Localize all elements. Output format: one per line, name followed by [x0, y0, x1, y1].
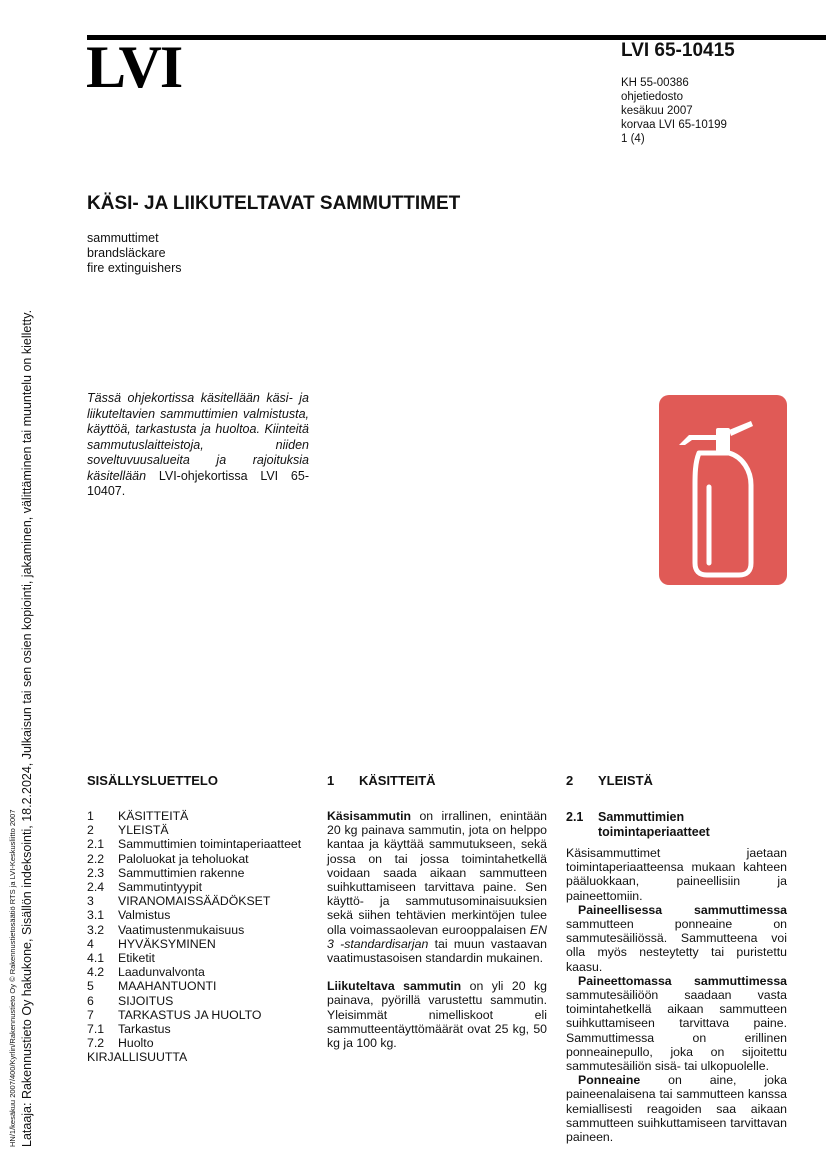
- document-number: LVI 65-10415: [621, 40, 735, 61]
- toc-item-label: Sammuttimien toimintaperiaatteet: [118, 837, 302, 852]
- toc-item-label: SIJOITUS: [118, 993, 174, 1008]
- section-title: YLEISTÄ: [598, 773, 653, 788]
- toc-item-label: Valmistus: [118, 908, 171, 923]
- toc-item: [87, 866, 301, 880]
- toc-item: [87, 937, 301, 951]
- section-2-heading: [566, 773, 653, 788]
- toc-item-number: 2.1: [87, 837, 105, 852]
- text: on irrallinen, enintään 20 kg painava sammutin, jota on helppo kantaa ja käyttää sammutukseen, sekä jossa on tai jossa toimintahetkellä voidaan saada aikaan sammutteen suihkuttamiseen tarvittava paine. Sen käyttö- ja sammutusominaisuuksien sekä siihen tehtävien merkintöjen tulee olla voimassaolevan eurooppalaisen: [327, 809, 547, 937]
- toc-item-label: KÄSITTEITÄ: [118, 809, 189, 823]
- fire-extinguisher-icon: [659, 395, 787, 585]
- toc-item-label: Laadunvalvonta: [118, 965, 205, 980]
- toc-item: [87, 894, 301, 908]
- toc-item: [87, 880, 301, 894]
- toc-item-number: 7.2: [87, 1036, 105, 1051]
- subsection-title: Sammuttimien toimintaperiaatteet: [598, 810, 710, 839]
- toc-item: [87, 923, 301, 937]
- fire-extinguisher-sign: [659, 395, 787, 585]
- toc-item-number: 1: [87, 809, 94, 823]
- toc-item: [87, 809, 301, 823]
- toc-item-label: VIRANOMAISSÄÄDÖKSET: [118, 894, 271, 909]
- text: tai muun vastaavan vaatimustasoisen standardin mukainen.: [327, 936, 547, 966]
- toc-item-label: YLEISTÄ: [118, 823, 169, 838]
- toc-item: [87, 823, 301, 837]
- meta-line: kesäkuu 2007: [621, 105, 693, 117]
- toc-item-number: 7: [87, 1007, 94, 1022]
- term-bold: Ponneaine: [578, 1073, 641, 1088]
- text: sammutesäiliöön saadaan vasta toimintahetkellä aikaan sammutteen suihkuttamiseen tarvittava paine. Sammuttimessa on erillinen ponneainepullo, joka on sijoitettu sammutesäiliön sisä- tai ulkopuolelle.: [566, 988, 787, 1074]
- toc-item: [87, 965, 301, 979]
- subtitle-terms: [87, 231, 182, 276]
- toc-item-label: MAAHANTUONTI: [118, 979, 217, 994]
- toc-item-label: Huolto: [118, 1036, 154, 1051]
- intro-paragraph: [87, 391, 309, 500]
- section-number: 2: [566, 773, 574, 788]
- toc-item-number: 5: [87, 979, 94, 994]
- side-copyright-small: HN/1/kesäkuu 2007/400/Kyrlin/Rakennustieto Oy © Rakennustietosäätiö RTS ja LVI-Keskusliitto 2007: [8, 809, 17, 1147]
- toc-item-label: Etiketit: [118, 951, 155, 966]
- text: on yli 20 kg painava, pyörillä varustettu sammutin. Yleisimmät nimelliskoot eli sammutteentäyttömäärät ovat 25 kg, 50 kg ja 100 kg.: [327, 979, 547, 1051]
- meta-line: korvaa LVI 65-10199: [621, 119, 727, 131]
- table-of-contents: [87, 809, 301, 1065]
- toc-item: [87, 951, 301, 965]
- toc-item: [87, 979, 301, 993]
- toc-item-label: TARKASTUS JA HUOLTO: [118, 1007, 262, 1022]
- section-2-body: [566, 846, 787, 1144]
- toc-item-number: 3.2: [87, 922, 105, 937]
- paragraph: [566, 1073, 787, 1144]
- toc-item-number: 6: [87, 993, 94, 1008]
- section-1-heading: [327, 773, 436, 788]
- toc-item-number: 2.4: [87, 880, 105, 895]
- subsection-2-1-heading: [566, 810, 786, 840]
- term-bold: Käsisammutin: [327, 809, 412, 823]
- intro-italic: Tässä ohjekortissa käsitellään käsi- ja liikuteltavien sammuttimien valmistusta, käyttöä, tarkastusta ja huoltoa. Kiinteitä sammutuslaitteistoja, niiden soveltuvuusalueita ja rajoituksia käsitellään: [87, 391, 309, 483]
- toc-item-number: 3: [87, 894, 94, 909]
- meta-line: ohjetiedosto: [621, 91, 684, 103]
- toc-item-label: KIRJALLISUUTTA: [87, 1050, 188, 1065]
- toc-item-label: Paloluokat ja teholuokat: [118, 851, 249, 866]
- section-title: KÄSITTEITÄ: [359, 773, 436, 788]
- section-number: 1: [327, 773, 335, 788]
- page-title: KÄSI- JA LIIKUTELTAVAT SAMMUTTIMET: [87, 193, 461, 214]
- paragraph: [566, 974, 787, 1073]
- toc-item: [87, 1036, 301, 1050]
- toc-item-label: Sammuttimien rakenne: [118, 865, 245, 880]
- toc-item-number: 7.1: [87, 1022, 105, 1037]
- term-en: fire extinguishers: [87, 261, 182, 275]
- toc-item: [87, 994, 301, 1008]
- toc-item-number: 3.1: [87, 908, 105, 923]
- toc-item: [87, 1022, 301, 1036]
- paragraph-kasisammutin: [327, 809, 547, 965]
- toc-item-number: 2: [87, 823, 94, 838]
- term-fi: sammuttimet: [87, 231, 159, 245]
- toc-item-label: HYVÄKSYMINEN: [118, 936, 216, 951]
- toc-item-number: 4.2: [87, 965, 105, 980]
- paragraph: Käsisammuttimet jaetaan toimintaperiaatteensa mukaan kahteen pääluokkaan, paineellisiin ja paineettomiin.: [566, 846, 787, 903]
- text-italic: EN 3 -standardisarjan: [327, 922, 547, 951]
- section-1-body: [327, 809, 547, 1064]
- document-meta: [621, 76, 727, 146]
- meta-line: KH 55-00386: [621, 77, 689, 89]
- intro-normal: LVI-ohjekortissa LVI 65-10407.: [87, 468, 309, 498]
- text: on aine, joka paineenalaisena tai sammutteen kanssa kemiallisesti reagoiden saa aikaan sammutteen suihkuttamiseen tarvittavan paineen.: [566, 1073, 787, 1145]
- term-bold: Paineettomassa sammuttimessa: [578, 973, 787, 988]
- lvi-logo: LVI: [86, 34, 182, 100]
- toc-item: [87, 852, 301, 866]
- term-bold: Liikuteltava sammutin: [327, 979, 462, 994]
- toc-item-label: Tarkastus: [118, 1022, 171, 1037]
- toc-item: [87, 1050, 301, 1064]
- toc-item-number: 2.2: [87, 851, 105, 866]
- toc-item: [87, 908, 301, 922]
- toc-item-label: Sammutintyypit: [118, 880, 203, 895]
- meta-line: 1 (4): [621, 133, 645, 145]
- term-bold: Paineellisessa sammuttimessa: [578, 902, 787, 917]
- text: sammutteen ponneaine on sammutesäiliössä. Sammutteena voi olla myös nesteytetty tai puristettu kaasu.: [566, 917, 787, 974]
- side-download-notice: Lataaja: Rakennustieto Oy hakukone, Sisällön indeksointi, 18.2.2024, Julkaisun tai sen osien kopiointi, jakaminen, välittäminen tai muuntelu on kielletty.: [20, 309, 34, 1147]
- paragraph: [566, 903, 787, 974]
- toc-item-number: 4.1: [87, 951, 105, 966]
- toc-item: [87, 837, 301, 851]
- toc-item-number: 4: [87, 936, 94, 951]
- toc-item-label: Vaatimustenmukaisuus: [118, 922, 245, 937]
- paragraph-liikuteltava: [327, 979, 547, 1050]
- term-sv: brandsläckare: [87, 246, 166, 260]
- subsection-number: 2.1: [566, 810, 584, 824]
- toc-item: [87, 1008, 301, 1022]
- toc-item-number: 2.3: [87, 865, 105, 880]
- toc-title: SISÄLLYSLUETTELO: [87, 773, 218, 788]
